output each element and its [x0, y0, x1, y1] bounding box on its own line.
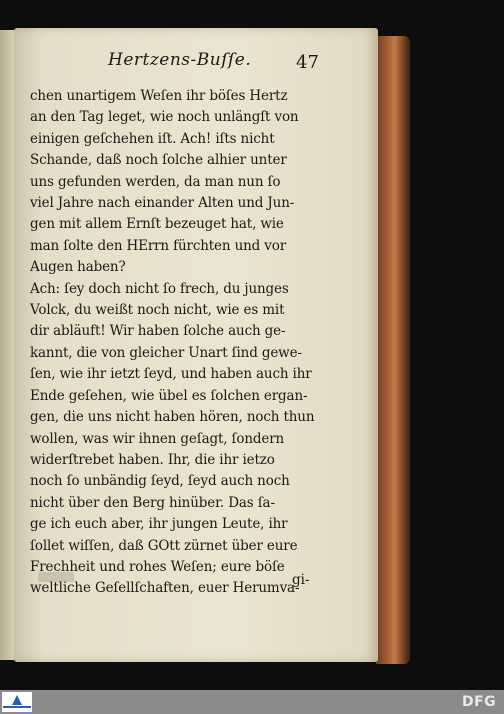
text-line: ſollet wiſſen, daß GOtt zürnet über eure: [30, 537, 298, 554]
book-binding: [376, 36, 410, 664]
library-logo-icon[interactable]: [2, 692, 32, 712]
text-line: kannt, die von gleicher Unart ſind gewe-: [30, 344, 302, 361]
faint-ink-mark: [38, 572, 74, 582]
text-line: wollen, was wir ihnen geſagt, ſondern: [30, 430, 285, 447]
page-number: 47: [296, 52, 319, 73]
library-logo-underline: [3, 706, 31, 708]
body-text: [30, 86, 324, 600]
text-line: uns gefunden werden, da man nun ſo: [30, 173, 281, 190]
text-line: man ſolte den HErrn fürchten und vor: [30, 237, 287, 254]
text-line: an den Tag leget, wie noch unlängſt von: [30, 109, 299, 126]
text-line: Augen haben?: [30, 259, 126, 276]
text-line: noch ſo unbändig ſeyd, ſeyd auch noch: [30, 473, 290, 490]
text-line: gen mit allem Ernſt bezeuget hat, wie: [30, 216, 284, 233]
text-line: Ach: ſey doch nicht ſo frech, du junges: [30, 280, 289, 297]
text-line: Schande, daß noch ſolche alhier unter: [30, 152, 287, 169]
text-line: ge ich euch aber, ihr jungen Leute, ihr: [30, 516, 288, 533]
running-head: Hertzens-Buſſe.: [108, 50, 252, 70]
text-line: Ende geſehen, wie übel es ſolchen ergan-: [30, 387, 308, 404]
text-line: Frechheit und rohes Weſen; eure böſe: [30, 558, 285, 575]
viewer-footer: [0, 690, 504, 714]
text-line: ſen, wie ihr ietzt ſeyd, und haben auch ihr: [30, 366, 312, 383]
text-line: chen unartigem Weſen ihr böſes Hertz: [30, 88, 288, 104]
page-header: [22, 46, 322, 74]
library-emblem-icon: [12, 695, 22, 705]
text-line: dir abläuft! Wir haben ſolche auch ge-: [30, 323, 286, 340]
dfg-logo[interactable]: DFG: [462, 694, 497, 710]
text-line: gen, die uns nicht haben hören, noch thun: [30, 409, 315, 426]
text-line: nicht über den Berg hinüber. Das ſa-: [30, 494, 275, 511]
catchword: gi-: [292, 572, 310, 588]
text-line: Volck, du weißt noch nicht, wie es mit: [30, 302, 285, 319]
text-line: einigen geſchehen iſt. Ach! iſts nicht: [30, 130, 275, 147]
text-line: weltliche Geſellſchaften, euer Herumva-: [30, 580, 300, 597]
text-line: widerſtrebet haben. Ihr, die ihr ietzo: [30, 451, 275, 468]
text-line: viel Jahre nach einander Alten und Jun-: [30, 195, 295, 212]
